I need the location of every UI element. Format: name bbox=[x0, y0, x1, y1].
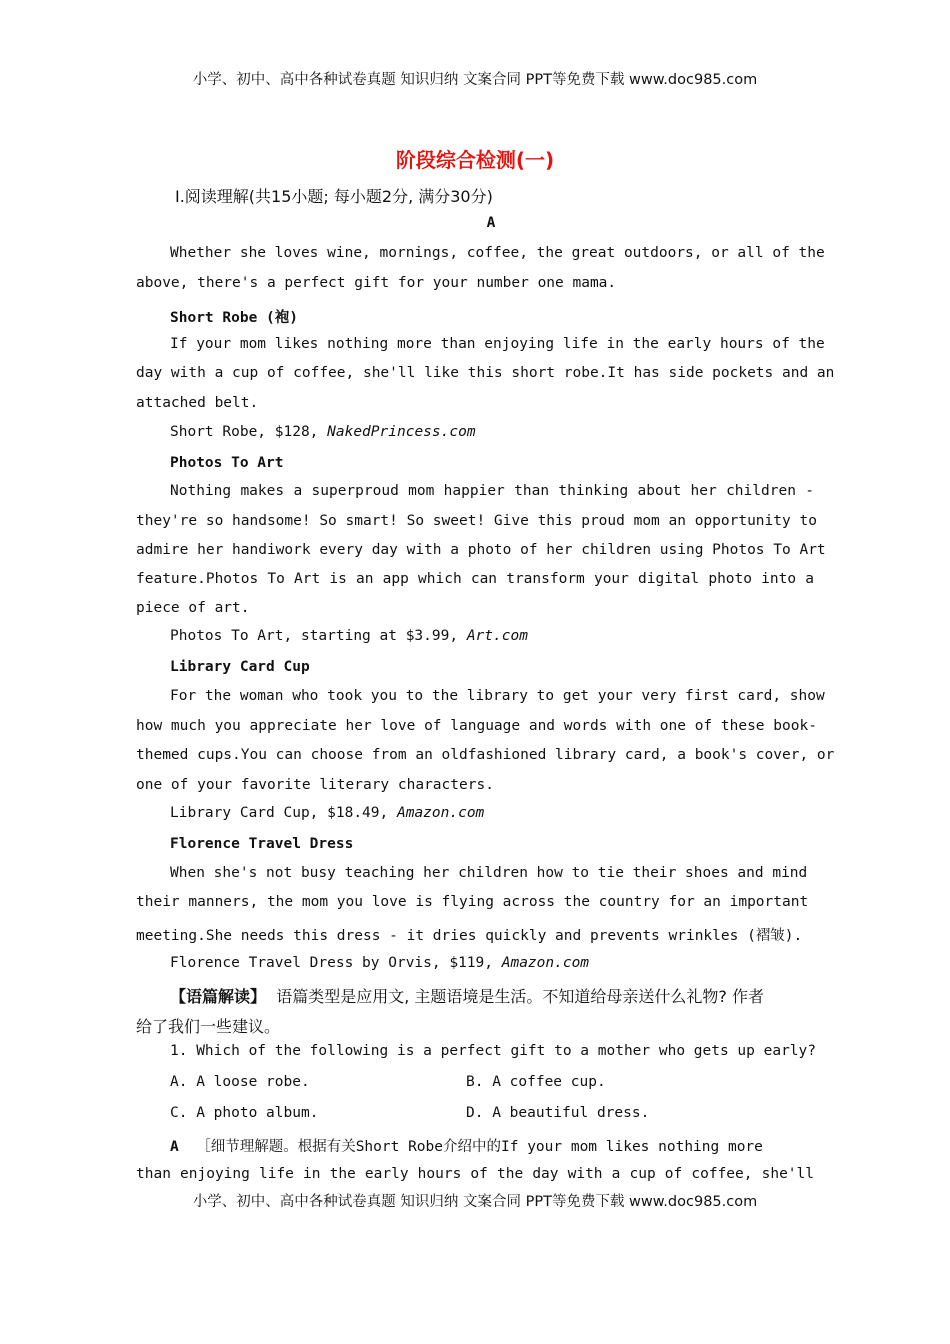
item-price bbox=[170, 628, 528, 644]
price-text: Photos To Art, starting at $3.99, bbox=[170, 628, 467, 644]
intro-line: Whether she loves wine, mornings, coffee, the great outdoors, or all of the bbox=[170, 245, 825, 261]
analysis-line bbox=[170, 984, 764, 1007]
intro-line: above, there's a perfect gift for your number one mama. bbox=[136, 275, 617, 291]
site-text: Amazon.com bbox=[501, 955, 590, 971]
item-text-line: feature.Photos To Art is an app which can transform your digital photo into a bbox=[136, 571, 814, 587]
answer-letter: A bbox=[170, 1139, 179, 1155]
page-header: 小学、初中、高中各种试卷真题 知识归纳 文案合同 PPT等免费下载 www.doc985.com bbox=[192, 72, 758, 88]
site-text: Amazon.com bbox=[396, 805, 485, 821]
item-text-line: For the woman who took you to the library to get your very first card, show bbox=[170, 688, 825, 704]
item-text-line: day with a cup of coffee, she'll like this short robe.It has side pockets and an bbox=[136, 365, 835, 381]
option-a: A. A loose robe. bbox=[170, 1074, 310, 1090]
price-text: Short Robe, $128, bbox=[170, 424, 328, 440]
item-text-line: one of your favorite literary characters. bbox=[136, 777, 494, 793]
site-text: NakedPrincess.com bbox=[327, 424, 476, 440]
item-price bbox=[170, 424, 476, 440]
item-heading: Library Card Cup bbox=[170, 659, 310, 675]
analysis-label: 【语篇解读】 bbox=[170, 987, 267, 1006]
item-text-line: attached belt. bbox=[136, 395, 259, 411]
item-text-line: they're so handsome! So smart! So sweet! Give this proud mom an opportunity to bbox=[136, 513, 817, 529]
item-text-line: their manners, the mom you love is flying across the country for an important bbox=[136, 894, 809, 910]
page-footer: 小学、初中、高中各种试卷真题 知识归纳 文案合同 PPT等免费下载 www.doc985.com bbox=[192, 1194, 758, 1210]
price-text: Florence Travel Dress by Orvis, $119, bbox=[170, 955, 502, 971]
answer-line bbox=[170, 1135, 763, 1156]
item-text-line: admire her handiwork every day with a photo of her children using Photos To Art bbox=[136, 542, 826, 558]
question-stem: 1. Which of the following is a perfect gift to a mother who gets up early? bbox=[170, 1043, 817, 1059]
item-text-line: Nothing makes a superproud mom happier than thinking about her children - bbox=[170, 483, 814, 499]
section-heading: Ⅰ.阅读理解(共15小题; 每小题2分, 满分30分) bbox=[175, 187, 493, 206]
answer-explain: ［细节理解题。根据有关Short Robe介绍中的If your mom likes nothing more bbox=[196, 1139, 763, 1155]
option-b: B. A coffee cup. bbox=[466, 1074, 606, 1090]
item-text-line: how much you appreciate her love of language and words with one of these book- bbox=[136, 718, 817, 734]
item-price bbox=[170, 805, 484, 821]
site-text: Art.com bbox=[466, 628, 528, 644]
option-c: C. A photo album. bbox=[170, 1105, 319, 1121]
item-text-line: piece of art. bbox=[136, 600, 250, 616]
passage-label: A bbox=[486, 215, 496, 231]
item-text-line: If your mom likes nothing more than enjoying life in the early hours of the bbox=[170, 336, 825, 352]
item-heading: Photos To Art bbox=[170, 455, 284, 471]
item-heading: Short Robe (袍) bbox=[170, 310, 298, 326]
item-text-line: themed cups.You can choose from an oldfashioned library card, a book's cover, or bbox=[136, 747, 835, 763]
analysis-line: 给了我们一些建议。 bbox=[136, 1017, 281, 1036]
page-title: 阶段综合检测(一) bbox=[395, 148, 555, 172]
answer-line: than enjoying life in the early hours of the day with a cup of coffee, she'll bbox=[136, 1166, 814, 1182]
item-heading: Florence Travel Dress bbox=[170, 836, 354, 852]
analysis-text: 语篇类型是应用文, 主题语境是生活。不知道给母亲送什么礼物? 作者 bbox=[276, 987, 764, 1006]
item-text-line: meeting.She needs this dress - it dries quickly and prevents wrinkles (褶皱). bbox=[136, 928, 803, 944]
price-text: Library Card Cup, $18.49, bbox=[170, 805, 397, 821]
item-text-line: When she's not busy teaching her children how to tie their shoes and mind bbox=[170, 865, 808, 881]
item-price bbox=[170, 955, 589, 971]
option-d: D. A beautiful dress. bbox=[466, 1105, 650, 1121]
